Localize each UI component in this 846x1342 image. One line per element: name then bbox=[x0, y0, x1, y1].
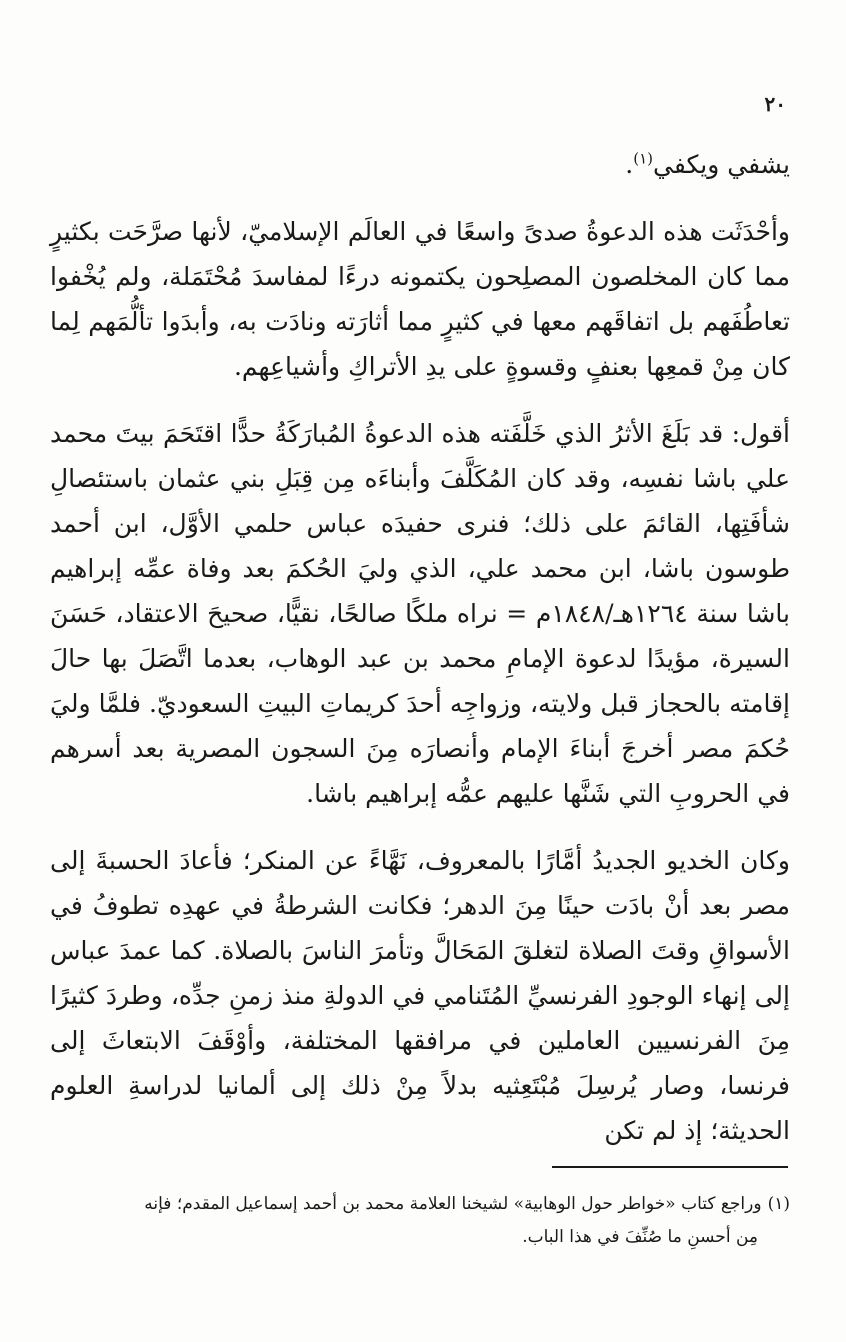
footnote-reference: (١) bbox=[633, 149, 653, 168]
footnote-divider bbox=[552, 1166, 788, 1168]
footnote bbox=[50, 1188, 790, 1254]
paragraph-3: وكان الخديو الجديدُ أمَّارًا بالمعروف، نَهَّاءً عن المنكر؛ فأعادَ الحسبةَ إلى مصر بعد أنْ بادَت حينًا مِنَ الدهر؛ فكانت الشرطةُ في عهدِه تطوفُ في الأسواقِ وقتَ الصلاة لتغلقَ المَحَالَّ وتأمرَ الناسَ بالصلاة. كما عمدَ عباس إلى إنهاء الوجودِ الفرنسيِّ المُتَنامي في الدولةِ منذ زمنِ جدِّه، وطردَ كثيرًا مِنَ الفرنسيين العاملين في مرافقها المختلفة، وأوْقَفَ الابتعاثَ إلى فرنسا، وصار يُرسِلَ مُبْتَعِثيه بدلاً مِنْ ذلك إلى ألمانيا لدراسةِ العلوم الحديثة؛ إذ لم تكن bbox=[50, 846, 790, 1145]
paragraph-2: أقول: قد بَلَغَ الأثرُ الذي خَلَّفَته هذه الدعوةُ المُبارَكَةُ حدًّا اقتَحَمَ بيتَ محمد علي باشا نفسِه، وقد كان المُكَلَّفَ وأبناءَه مِن قِبَلِ بني عثمان باستئصالِ شأفَتِها، القائمَ على ذلك؛ فنرى حفيدَه عباس حلمي الأوَّل، ابن أحمد طوسون باشا، ابن محمد علي، الذي وليَ الحُكمَ بعد وفاة عمِّه إبراهيم باشا سنة ١٢٦٤هـ/١٨٤٨م = نراه ملكًا صالحًا، نقيًّا، صحيحَ الاعتقاد، حَسَنَ السيرة، مؤيدًا لدعوة الإمامِ محمد بن عبد الوهاب، بعدما اتَّصَلَ بها حالَ إقامته بالحجاز قبل ولايته، وزواجِه أحدَ كريماتِ البيتِ السعوديّ. فلمَّا وليَ حُكمَ مصر أخرجَ أبناءَ الإمام وأنصارَه مِنَ السجون المصرية بعد أسرهم في الحروبِ التي شَنَّها عليهم عمُّه إبراهيم باشا. bbox=[50, 419, 790, 808]
footnote-number: (١) bbox=[767, 1194, 790, 1214]
paragraph-continuation-end: . bbox=[625, 150, 634, 179]
main-text bbox=[50, 142, 790, 1153]
footnote-line-2: مِن أحسنِ ما صُنِّفَ في هذا الباب. bbox=[522, 1227, 758, 1247]
paragraph-continuation-text: يشفي ويكفي bbox=[652, 150, 790, 179]
footnote-line-1: وراجع كتاب «خواطر حول الوهابية» لشيخنا العلامة محمد بن أحمد إسماعيل المقدم؛ فإنه bbox=[144, 1194, 762, 1214]
page-number: ٢٠ bbox=[764, 92, 786, 116]
paragraph-continuation bbox=[50, 142, 790, 187]
paragraph-1: وأحْدَثَت هذه الدعوةُ صدىً واسعًا في العالَم الإسلاميّ، لأنها صرَّحَت بكثيرٍ مما كان المخلصون المصلِحون يكتمونه درءًا لمفاسدَ مُحْتَمَلة، ولم يُخْفوا تعاطُفَهم بل اتفاقَهم معها في كثيرٍ مما أثارَته ونادَت به، وأبدَوا تألُّمَهم لِما كان مِنْ قمعِها بعنفٍ وقسوةٍ على يدِ الأتراكِ وأشياعِهم. bbox=[50, 217, 790, 381]
